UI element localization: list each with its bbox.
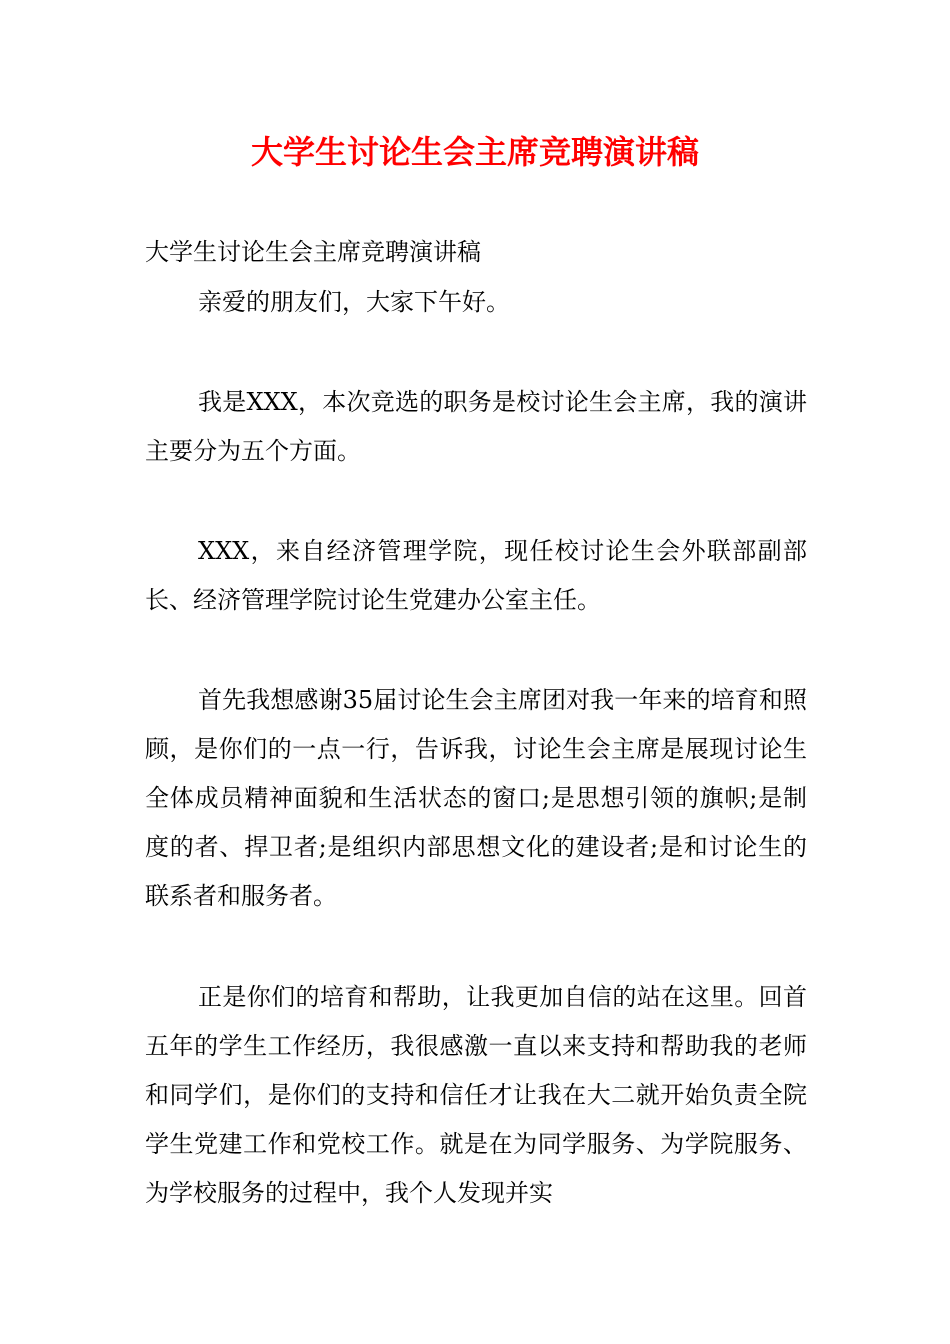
paragraph-introduction: 我是XXX，本次竞选的职务是校讨论生会主席，我的演讲主要分为五个方面。 [145, 388, 807, 465]
paragraph-background: XXX，来自经济管理学院，现任校讨论生会外联部副部长、经济管理学院讨论生党建办公室主任。 [145, 537, 807, 614]
document-subtitle: 大学生讨论生会主席竞聘演讲稿 [145, 238, 481, 266]
paragraph-experience: 正是你们的培育和帮助，让我更加自信的站在这里。回首五年的学生工作经历，我很感激一直以来支持和帮助我的老师和同学们，是你们的支持和信任才让我在大二就开始负责全院学生党建工作和党校工作。就是在为同学服务、为学院服务、为学校服务的过程中，我个人发现并实 [145, 983, 807, 1207]
document-title: 大学生讨论生会主席竞聘演讲稿 [250, 133, 699, 171]
paragraph-thanks: 首先我想感谢35届讨论生会主席团对我一年来的培育和照顾，是你们的一点一行，告诉我，讨论生会主席是展现讨论生全体成员精神面貌和生活状态的窗口;是思想引领的旗帜;是制度的者、捍卫者;是组织内部思想文化的建设者;是和讨论生的联系者和服务者。 [145, 686, 807, 910]
paragraph-greeting: 亲爱的朋友们，大家下午好。 [198, 288, 510, 316]
